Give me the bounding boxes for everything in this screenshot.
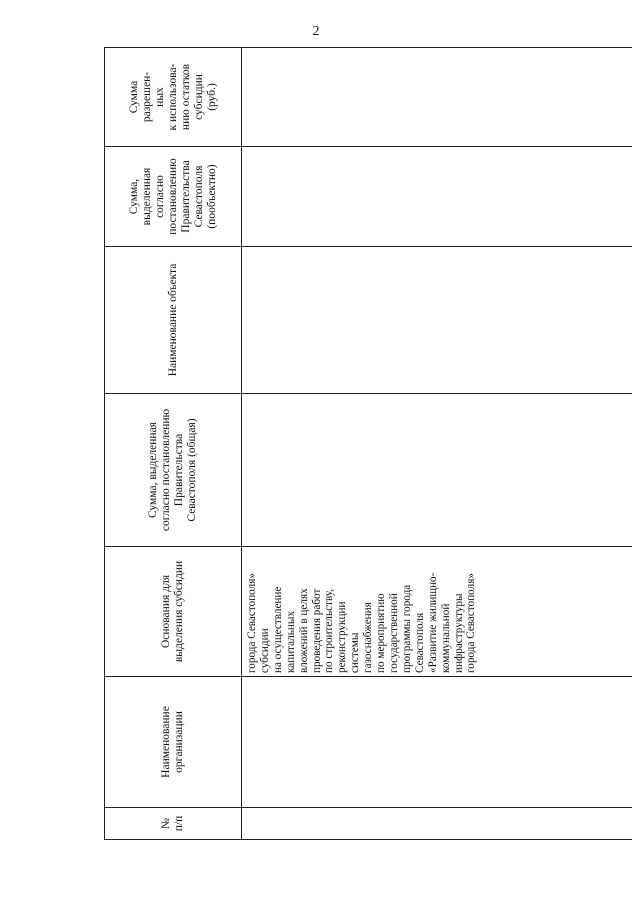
body-cell-object-amount	[242, 147, 632, 247]
rotated-table-wrapper	[104, 48, 632, 840]
body-cell-object-name	[242, 247, 632, 394]
body-cell-organization	[242, 677, 632, 808]
body-cell-total-amount	[242, 394, 632, 547]
header-cell-number: № п/п	[105, 808, 242, 840]
table-row	[242, 48, 632, 840]
body-cell-allowed-remainder	[242, 48, 632, 147]
body-cell-basis: города Севастополя» субсидии на осуществление капитальных вложений в целях проведения работ по строительству, реконструкции системы газоснабжения по мероприятию государственной программы города Севастополя «Развитие жилищно- коммунальной инфраструктуры города Севастополя»	[242, 547, 632, 677]
page-number: 2	[312, 24, 320, 39]
subsidy-table	[104, 47, 632, 840]
header-cell-total-amount: Сумма, выделенная согласно постановлению Правительства Севастополя (общая)	[105, 394, 242, 547]
header-cell-organization: Наименование организации	[105, 677, 242, 808]
header-cell-basis: Основания для выделения субсидии	[105, 547, 242, 677]
table-header-row	[105, 48, 242, 840]
header-cell-object-name: Наименование объекта	[105, 247, 242, 394]
body-cell-number	[242, 808, 632, 840]
header-cell-object-amount: Сумма, выделенная согласно постановлению Правительства Севастополя (пообъектно)	[105, 147, 242, 247]
header-cell-allowed-remainder: Сумма разрешен- ных к использова- нию остатков субсидии (руб.)	[105, 48, 242, 147]
